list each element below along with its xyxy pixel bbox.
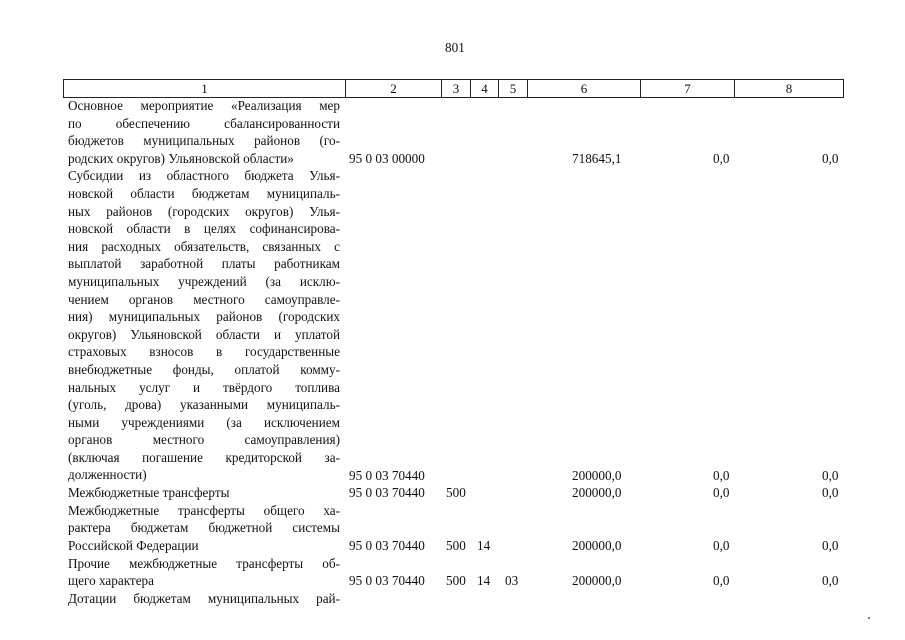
description-line: выплатой заработной платы работникам bbox=[68, 256, 340, 272]
description-line: Прочие межбюджетные трансферты об- bbox=[68, 555, 340, 571]
row-description bbox=[68, 502, 340, 555]
column-header-row bbox=[64, 80, 844, 98]
column-header-2: 2 bbox=[346, 80, 442, 98]
amount-col7: 0,0 bbox=[713, 485, 730, 501]
column-header-4: 4 bbox=[471, 80, 499, 98]
amount-col6: 718645,1 bbox=[572, 150, 622, 166]
description-line: Основное мероприятие «Реализация мер bbox=[68, 98, 340, 113]
column-header-8: 8 bbox=[735, 80, 844, 98]
description-line: бюджетов муниципальных районов (го- bbox=[68, 133, 340, 149]
code-vr: 500 bbox=[446, 537, 466, 553]
description-line: нальных услуг и твёрдого топлива bbox=[68, 379, 340, 395]
code-vr: 500 bbox=[446, 485, 466, 501]
description-line: органов местного самоуправления) bbox=[68, 432, 340, 448]
amount-col7: 0,0 bbox=[713, 537, 730, 553]
amount-col7: 0,0 bbox=[713, 150, 730, 166]
code-vr: 500 bbox=[446, 573, 466, 589]
description-line: (уголь, дрова) указанными муниципаль- bbox=[68, 397, 340, 413]
description-line: новской области бюджетам муниципаль- bbox=[68, 185, 340, 201]
column-header-6: 6 bbox=[528, 80, 641, 98]
description-line: Межбюджетные трансферты bbox=[68, 485, 230, 501]
description-line: муниципальных учреждений (за исклю- bbox=[68, 273, 340, 289]
amount-col8: 0,0 bbox=[822, 150, 839, 166]
amount-col7: 0,0 bbox=[713, 573, 730, 589]
page-number-text: 801 bbox=[445, 40, 465, 55]
description-line: Субсидии из областного бюджета Улья- bbox=[68, 168, 340, 184]
description-line: новской области в целях софинансирова- bbox=[68, 221, 340, 237]
scan-speck bbox=[868, 617, 870, 619]
description-line: страховых взносов в государственные bbox=[68, 344, 340, 360]
amount-col8: 0,0 bbox=[822, 467, 839, 483]
column-header-3: 3 bbox=[442, 80, 471, 98]
code-rz: 14 bbox=[477, 573, 491, 589]
amount-col6: 200000,0 bbox=[572, 485, 622, 501]
description-line: Дотации бюджетам муниципальных рай- bbox=[68, 590, 340, 606]
amount-col6: 200000,0 bbox=[572, 467, 622, 483]
row-description bbox=[68, 590, 340, 608]
description-line: внебюджетные фонды, оплатой комму- bbox=[68, 361, 340, 377]
description-line: ных районов (городских округов) Улья- bbox=[68, 203, 340, 219]
amount-col8: 0,0 bbox=[822, 573, 839, 589]
description-line: Межбюджетные трансферты общего ха- bbox=[68, 502, 340, 518]
description-line: округов) Ульяновской области и уплатой bbox=[68, 326, 340, 342]
amount-col8: 0,0 bbox=[822, 537, 839, 553]
column-header-7: 7 bbox=[641, 80, 735, 98]
description-line: родских округов) Ульяновской области» bbox=[68, 150, 294, 166]
column-header-5: 5 bbox=[499, 80, 528, 98]
row-description bbox=[68, 167, 340, 484]
description-line: ными учреждениями (за исключением bbox=[68, 414, 340, 430]
column-header-table bbox=[63, 79, 844, 98]
code-pr: 03 bbox=[505, 573, 519, 589]
amount-col8: 0,0 bbox=[822, 485, 839, 501]
description-line: долженности) bbox=[68, 467, 147, 483]
code-rz: 14 bbox=[477, 537, 491, 553]
code-csr: 95 0 03 70440 bbox=[349, 467, 425, 483]
code-csr: 95 0 03 70440 bbox=[349, 573, 425, 589]
amount-col7: 0,0 bbox=[713, 467, 730, 483]
code-csr: 95 0 03 70440 bbox=[349, 485, 425, 501]
description-line: ния) муниципальных районов (городских bbox=[68, 309, 340, 325]
row-description bbox=[68, 484, 340, 502]
code-csr: 95 0 03 70440 bbox=[349, 537, 425, 553]
row-description bbox=[68, 555, 340, 590]
amount-col6: 200000,0 bbox=[572, 537, 622, 553]
amount-col6: 200000,0 bbox=[572, 573, 622, 589]
column-header-1: 1 bbox=[64, 80, 346, 98]
description-line: чением органов местного самоуправле- bbox=[68, 291, 340, 307]
description-line: ния расходных обязательств, связанных с bbox=[68, 238, 340, 254]
description-line: рактера бюджетам бюджетной системы bbox=[68, 520, 340, 536]
code-csr: 95 0 03 00000 bbox=[349, 150, 425, 166]
description-line: по обеспечению сбалансированности bbox=[68, 115, 340, 131]
description-line: (включая погашение кредиторской за- bbox=[68, 449, 340, 465]
row-description bbox=[68, 97, 340, 167]
description-line: щего характера bbox=[68, 573, 154, 589]
description-line: Российской Федерации bbox=[68, 537, 199, 553]
